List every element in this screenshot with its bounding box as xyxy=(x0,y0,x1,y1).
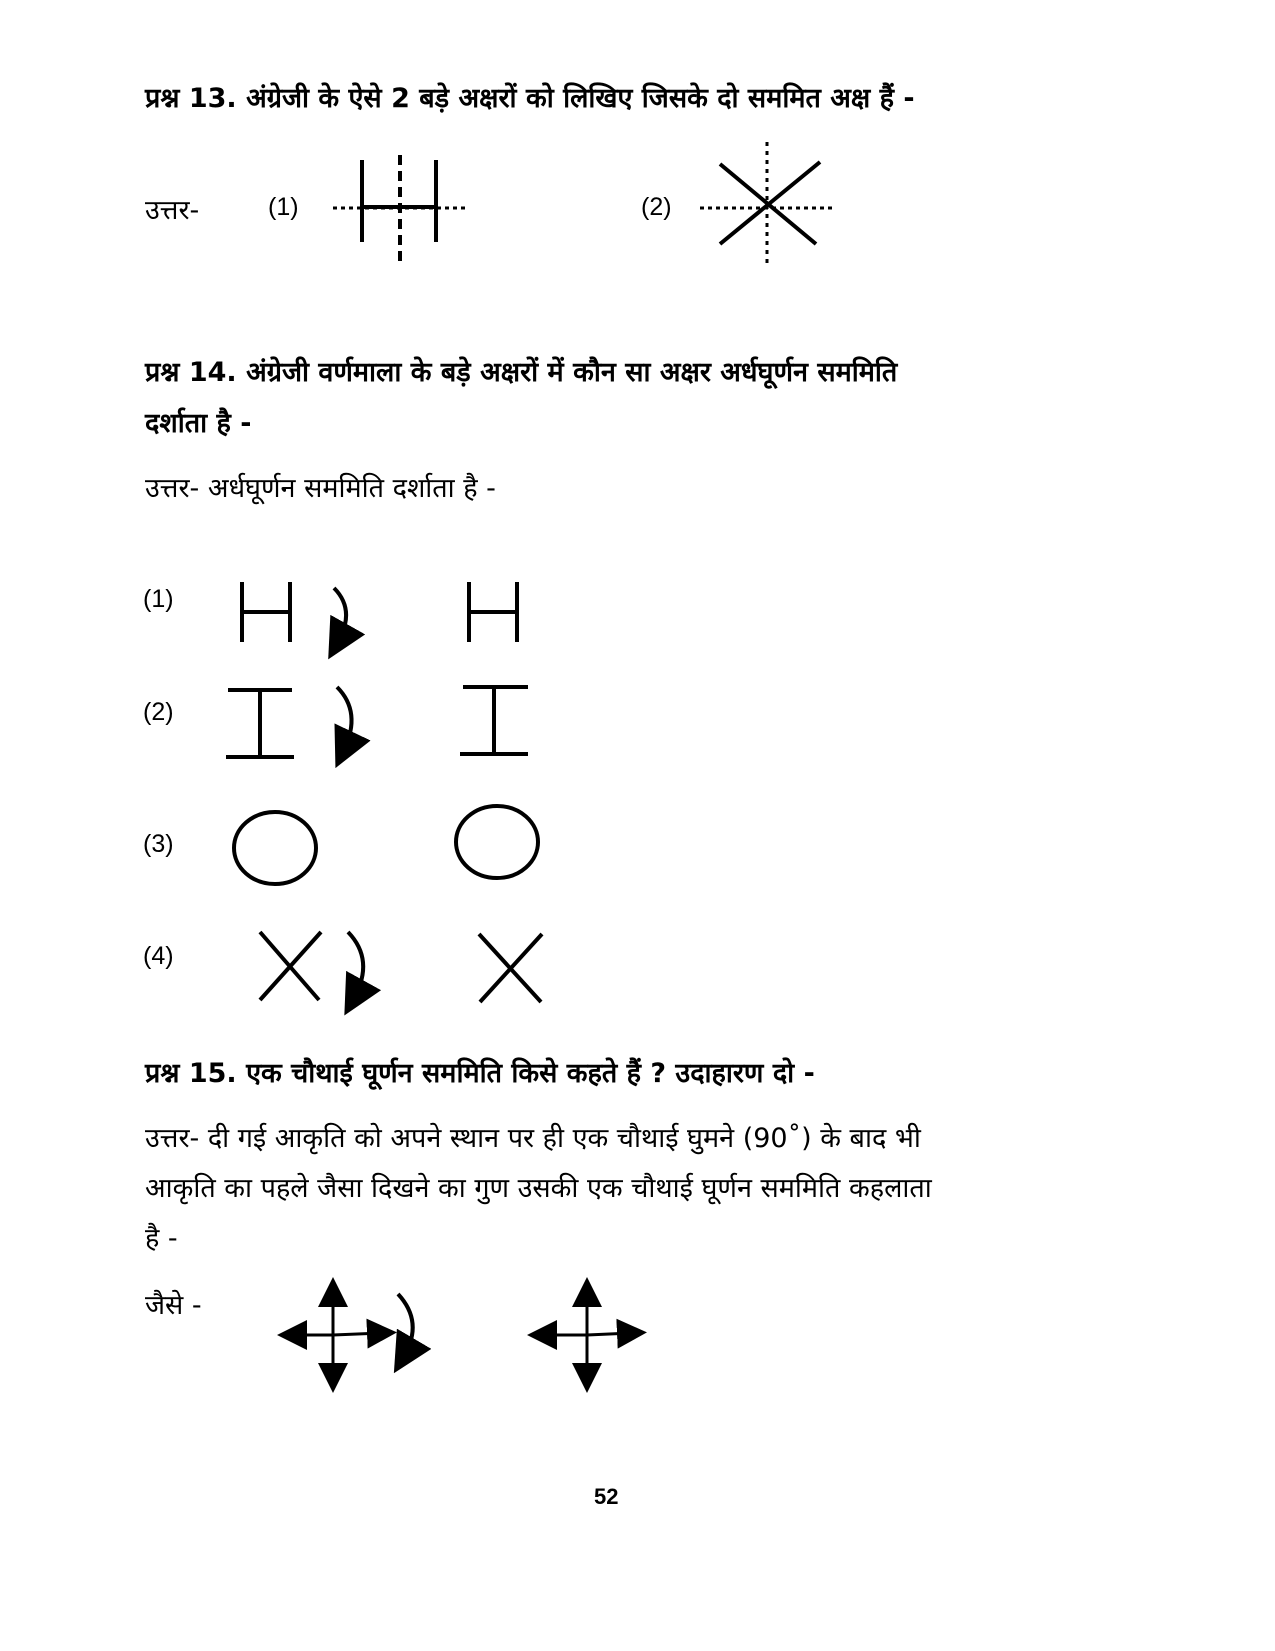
page-number: 52 xyxy=(594,1484,619,1509)
answer-15-line3: है - xyxy=(145,1223,178,1254)
letter-h-original xyxy=(242,582,290,642)
letter-x-original xyxy=(260,932,321,1000)
item-14-1: (1) xyxy=(143,585,174,613)
item-13-1: (1) xyxy=(268,193,299,221)
letter-i-rotated xyxy=(460,687,528,754)
half-turn-figures xyxy=(0,560,1275,1020)
question-14-line2: दर्शाता है - xyxy=(145,408,252,439)
item-14-2: (2) xyxy=(143,698,174,726)
letter-x-rotated xyxy=(479,934,542,1002)
question-14-line1: प्रश्न 14. अंग्रेजी वर्णमाला के बड़े अक्षरों में कौन सा अक्षर अर्धघूर्णन सममिति xyxy=(145,357,898,388)
item-14-4: (4) xyxy=(143,942,174,970)
item-13-2: (2) xyxy=(641,193,672,221)
answer-15-line2: आकृति का पहले जैसा दिखने का गुण उसकी एक चौथाई घूर्णन सममिति कहलाता xyxy=(145,1173,932,1204)
answer-label-13: उत्तर- xyxy=(145,195,200,226)
letter-h-rotated xyxy=(469,582,517,642)
four-arrow-cross-original xyxy=(292,1292,382,1378)
example-label: जैसे - xyxy=(145,1290,202,1321)
answer-14: उत्तर- अर्धघूर्णन सममिति दर्शाता है - xyxy=(145,473,496,504)
letter-i-original xyxy=(226,690,294,757)
letter-x-symmetry-figure xyxy=(0,0,1275,300)
question-15: प्रश्न 15. एक चौथाई घूर्णन सममिति किसे कहते हैं ? उदाहारण दो - xyxy=(145,1058,815,1089)
question-13: प्रश्न 13. अंग्रेजी के ऐसे 2 बड़े अक्षरों को लिखिए जिसके दो सममित अक्ष हैं - xyxy=(145,83,915,114)
letter-o-rotated xyxy=(456,806,538,878)
letter-o-original xyxy=(234,812,316,884)
item-14-3: (3) xyxy=(143,830,174,858)
rotation-arrow-icon xyxy=(337,687,352,750)
rotation-arrow-icon xyxy=(334,588,346,642)
rotation-arrow-icon xyxy=(398,1294,413,1356)
four-arrow-cross-rotated xyxy=(542,1292,632,1378)
answer-15-line1: उत्तर- दी गई आकृति को अपने स्थान पर ही एक चौथाई घुमने (90˚) के बाद भी xyxy=(145,1123,921,1154)
rotation-arrow-icon xyxy=(348,932,363,998)
quarter-turn-figure xyxy=(0,1270,1275,1400)
